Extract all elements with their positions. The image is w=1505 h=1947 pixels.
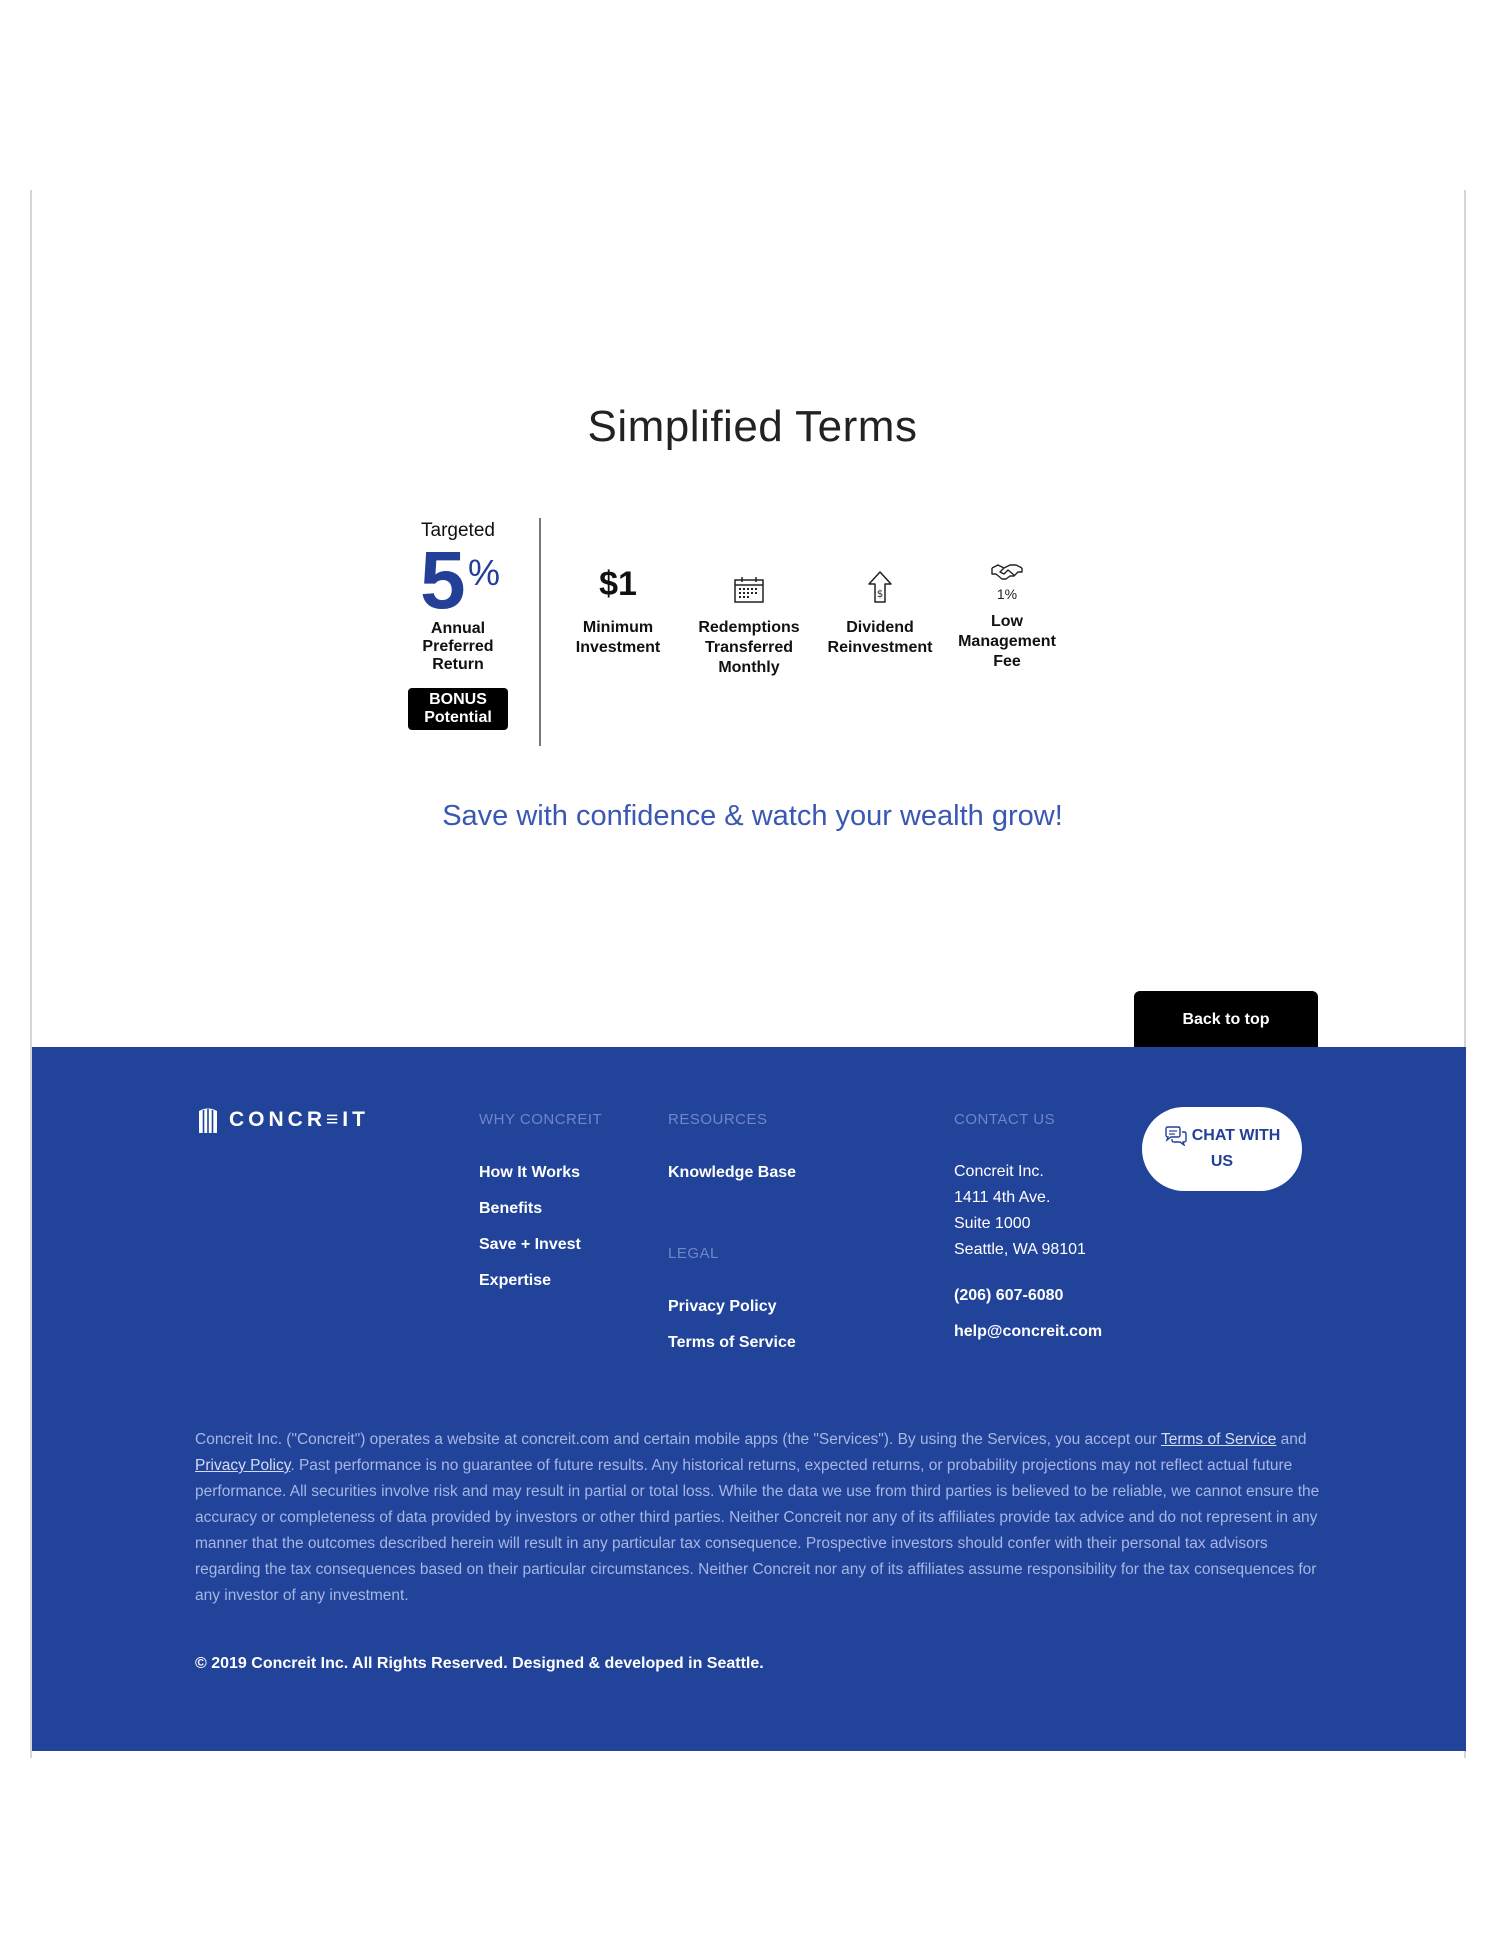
feature-dividend — [815, 560, 945, 658]
feature-minimum-investment — [553, 560, 683, 658]
disclaimer — [195, 1427, 1335, 1609]
tagline: Save with confidence & watch your wealth grow! — [442, 800, 1063, 832]
fee-percent: 1% — [996, 586, 1018, 602]
chat-icon — [1164, 1126, 1188, 1146]
return-number: 5 — [420, 535, 466, 626]
calendar-icon — [733, 576, 765, 604]
feature-label: Monthly — [718, 659, 780, 676]
feature-label: Reinvestment — [827, 639, 933, 656]
feature-redemptions — [684, 560, 814, 678]
divider — [539, 518, 541, 746]
return-line-2: Preferred — [422, 638, 494, 655]
link-benefits[interactable]: Benefits — [479, 1200, 543, 1217]
resources-heading: RESOURCES — [668, 1111, 768, 1128]
svg-text:$: $ — [876, 589, 884, 600]
concreit-logo[interactable] — [195, 1106, 369, 1134]
feature-label: Redemptions — [698, 619, 800, 636]
chat-label-2: US — [1210, 1153, 1234, 1170]
address-line: 1411 4th Ave. — [954, 1189, 1051, 1206]
targeted-label: Targeted — [421, 520, 495, 541]
copyright: © 2019 Concreit Inc. All Rights Reserved. Designed & developed in Seattle. — [195, 1655, 764, 1672]
dividend-arrow-icon — [866, 570, 894, 604]
contact-heading: CONTACT US — [954, 1111, 1056, 1128]
feature-management-fee — [942, 560, 1072, 672]
link-privacy-policy[interactable]: Privacy Policy — [668, 1298, 777, 1315]
handshake-icon — [990, 562, 1024, 582]
link-how-it-works[interactable]: How It Works — [479, 1164, 581, 1181]
bonus-badge — [408, 688, 508, 730]
address-line: Concreit Inc. — [954, 1163, 1044, 1180]
section-title: Simplified Terms — [587, 402, 918, 451]
targeted-return — [388, 520, 528, 730]
why-concreit-heading: WHY CONCREIT — [479, 1111, 603, 1128]
footer — [32, 1047, 1466, 1751]
dollar-amount: $1 — [599, 565, 637, 603]
disclaimer-text: . Past performance is no guarantee of future results. Any historical returns, expected returns, or probability projections may not reflect actual future performance. All securities involve risk and may result in partial or total loss. While the data we use from third parties is believed to be reliable, we cannot ensure the accuracy or completeness of data provided by investors or other third parties. Neither Concreit nor any of its affiliates provide tax advice and do not represent in any manner that the outcomes described herein will result in any particular tax consequence. Prospective investors should confer with their personal tax advisors regarding the tax consequences based on their particular circumstances. Neither Concreit nor any of its affiliates assume responsibility for the tax consequences for any investor of any investment. — [195, 1457, 1320, 1604]
return-line-3: Return — [432, 656, 484, 673]
return-value — [388, 535, 528, 626]
feature-label: Investment — [575, 639, 661, 656]
link-terms-of-service[interactable]: Terms of Service — [668, 1334, 796, 1351]
logo-wordmark: CONCR≡IT — [229, 1108, 369, 1131]
address-line: Suite 1000 — [954, 1215, 1031, 1232]
address-line: Seattle, WA 98101 — [954, 1241, 1086, 1258]
concreit-logo-icon — [195, 1106, 221, 1134]
link-save-invest[interactable]: Save + Invest — [479, 1236, 581, 1253]
contact-phone[interactable]: (206) 607-6080 — [954, 1287, 1064, 1304]
chat-label-1: CHAT WITH — [1191, 1127, 1281, 1144]
contact-address — [954, 1159, 1086, 1263]
return-line-1: Annual — [430, 620, 486, 637]
disclaimer-text: Concreit Inc. ("Concreit") operates a website at concreit.com and certain mobile apps (the "Services"). By using the Services, you accept our — [195, 1431, 1161, 1448]
link-knowledge-base[interactable]: Knowledge Base — [668, 1164, 797, 1181]
feature-label: Minimum — [582, 619, 654, 636]
feature-label: Dividend — [846, 619, 914, 636]
feature-label: Management — [958, 633, 1056, 650]
link-expertise[interactable]: Expertise — [479, 1272, 552, 1289]
bonus-line-2: Potential — [424, 709, 492, 726]
feature-label: Low — [991, 613, 1023, 630]
disclaimer-text: and — [1276, 1431, 1307, 1448]
return-description — [388, 620, 528, 674]
feature-label: Fee — [993, 653, 1021, 670]
legal-heading: LEGAL — [668, 1245, 719, 1262]
return-percent-sign: % — [468, 552, 501, 593]
disclaimer-privacy-link[interactable]: Privacy Policy — [195, 1457, 291, 1474]
back-to-top-button[interactable]: Back to top — [1134, 991, 1318, 1049]
chat-with-us-button[interactable] — [1142, 1107, 1302, 1191]
feature-label: Transferred — [704, 639, 794, 656]
bonus-line-1: BONUS — [429, 691, 487, 708]
disclaimer-terms-link[interactable]: Terms of Service — [1160, 1431, 1277, 1448]
contact-email[interactable]: help@concreit.com — [954, 1323, 1103, 1340]
